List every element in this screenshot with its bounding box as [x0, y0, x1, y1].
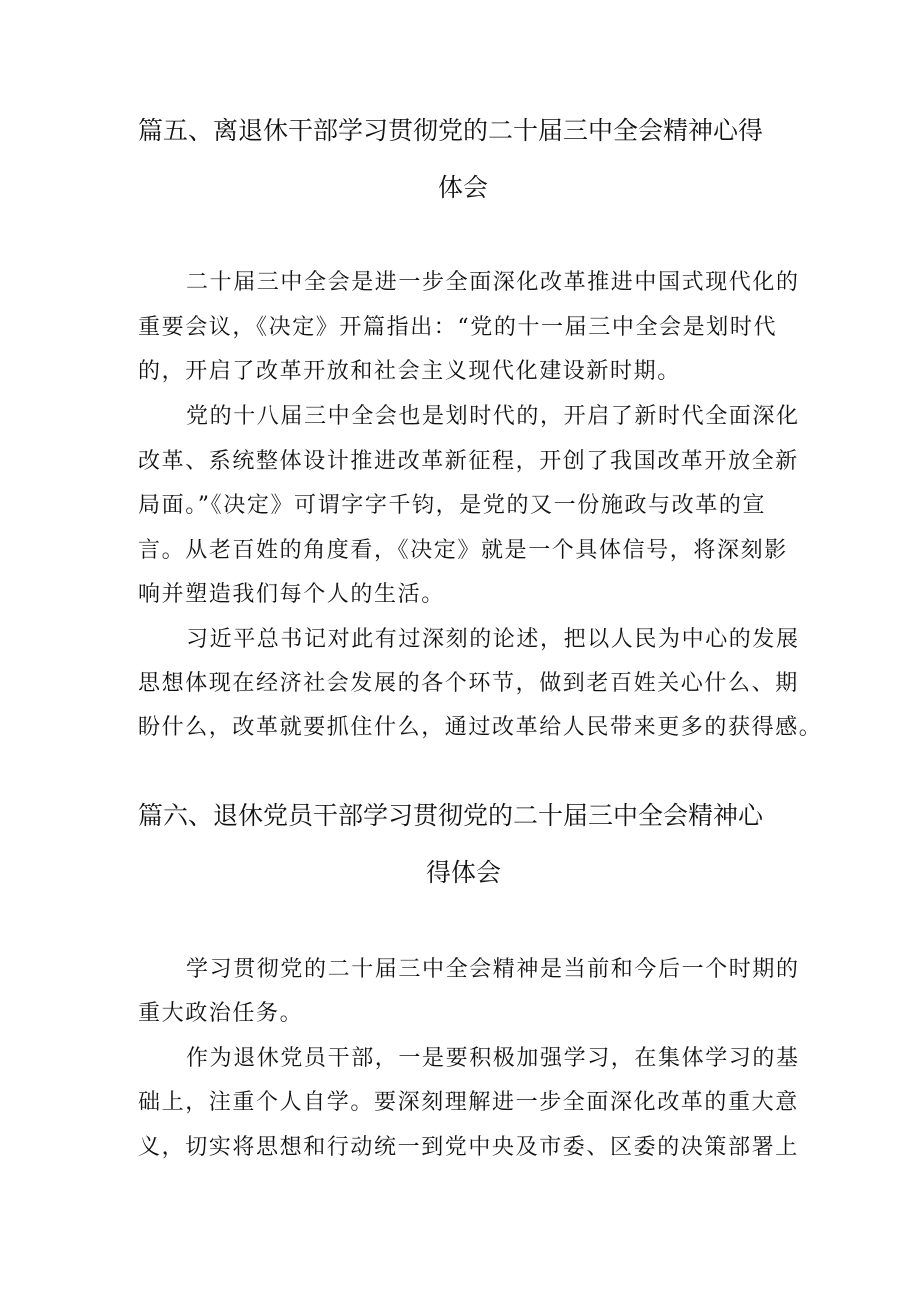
section6-paragraph1-line2: 重大政治任务。 [138, 1001, 304, 1026]
section6-paragraph1-line1: 学习贯彻党的二十届三中全会精神是当前和今后一个时期的 [186, 957, 800, 982]
section5-paragraph2-line2: 改革、系统整体设计推进改革新征程，开创了我国改革开放全新 [138, 449, 799, 474]
section5-paragraph1-line1: 二十届三中全会是进一步全面深化改革推进中国式现代化的 [186, 270, 800, 295]
section6-paragraph2-line3: 义，切实将思想和行动统一到党中央及市委、区委的决策部署上 [138, 1135, 799, 1160]
section5-paragraph3-line1: 习近平总书记对此有过深刻的论述，把以人民为中心的发展 [186, 627, 800, 652]
section5-paragraph2-line1: 党的十八届三中全会也是划时代的，开启了新时代全面深化 [186, 404, 800, 429]
section5-paragraph3-line3: 盼什么，改革就要抓住什么，通过改革给人民带来更多的获得感。 [138, 715, 823, 740]
section6-title-line2: 得体会 [426, 858, 502, 887]
section6-title-line1: 篇六、退休党员干部学习贯彻党的二十届三中全会精神心 [138, 801, 764, 830]
section5-paragraph2-line5: 响并塑造我们每个人的生活。 [138, 582, 445, 607]
section5-paragraph2-line4: 言。从老百姓的角度看，《决定》就是一个具体信号，将深刻影 [138, 538, 788, 563]
section6-paragraph2-line1: 作为退休党员干部，一是要积极加强学习，在集体学习的基 [186, 1046, 800, 1071]
section6-paragraph2-line2: 础上，注重个人自学。要深刻理解进一步全面深化改革的重大意 [138, 1090, 799, 1115]
section5-paragraph1-line3: 的，开启了改革开放和社会主义现代化建设新时期。 [138, 359, 681, 384]
section5-title-line2: 体会 [438, 173, 489, 202]
section5-title-line1: 篇五、离退休干部学习贯彻党的二十届三中全会精神心得 [138, 116, 764, 145]
section5-paragraph1-line2: 重要会议，《决定》开篇指出：“党的十一届三中全会是划时代 [138, 315, 778, 340]
section5-paragraph3-line2: 思想体现在经济社会发展的各个环节，做到老百姓关心什么、期 [138, 671, 799, 696]
section5-paragraph2-line3: 局面。”《决定》可谓字字千钧，是党的又一份施政与改革的宣 [138, 493, 767, 518]
